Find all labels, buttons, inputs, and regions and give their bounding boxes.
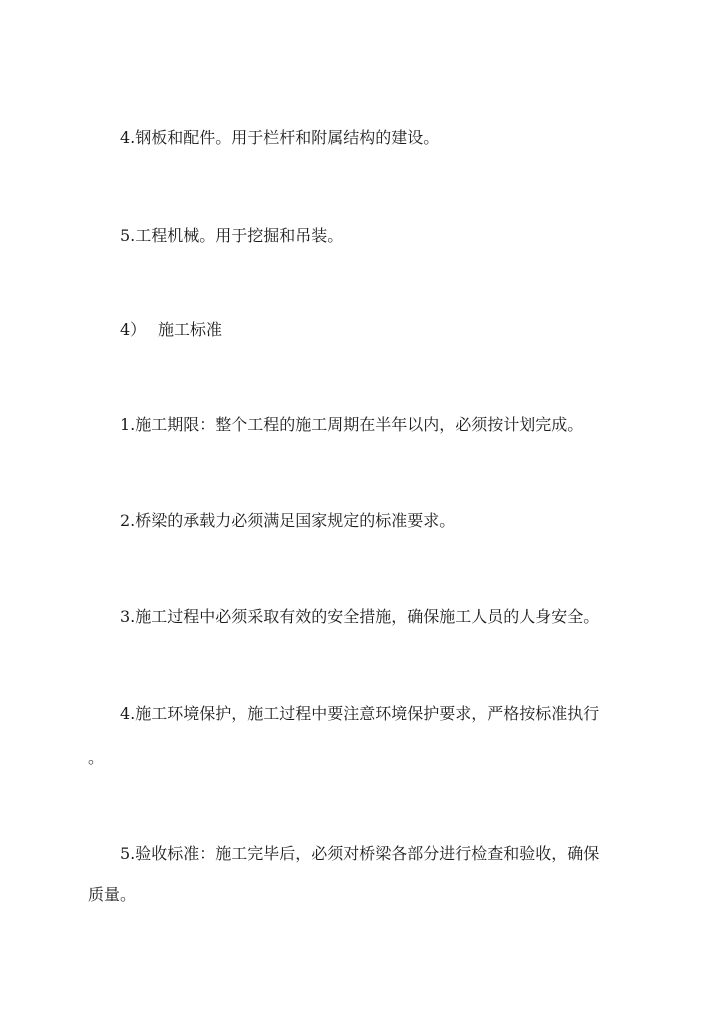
section-title: 施工标准 (158, 320, 223, 339)
paragraph-item-4: 4.钢板和配件。用于栏杆和附属结构的建设。 (120, 128, 440, 147)
section-heading (88, 320, 665, 340)
standard-item-5-continuation: 质量。 (88, 885, 137, 904)
standard-item-5: 5.验收标准：施工完毕后，必须对桥梁各部分进行检查和验收，确保 (120, 844, 600, 863)
section-number: 4） (120, 320, 147, 339)
standard-item-4: 4.施工环境保护，施工过程中要注意环境保护要求，严格按标准执行 (120, 704, 600, 723)
standard-item-3: 3.施工过程中必须采取有效的安全措施，确保施工人员的人身安全。 (120, 607, 600, 626)
standard-item-2: 2.桥梁的承载力必须满足国家规定的标准要求。 (120, 511, 456, 530)
standard-item-4-continuation: 。 (88, 748, 105, 767)
paragraph-item-5: 5.工程机械。用于挖掘和吊装。 (120, 226, 344, 245)
standard-item-1: 1.施工期限：整个工程的施工周期在半年以内，必须按计划完成。 (120, 415, 584, 434)
